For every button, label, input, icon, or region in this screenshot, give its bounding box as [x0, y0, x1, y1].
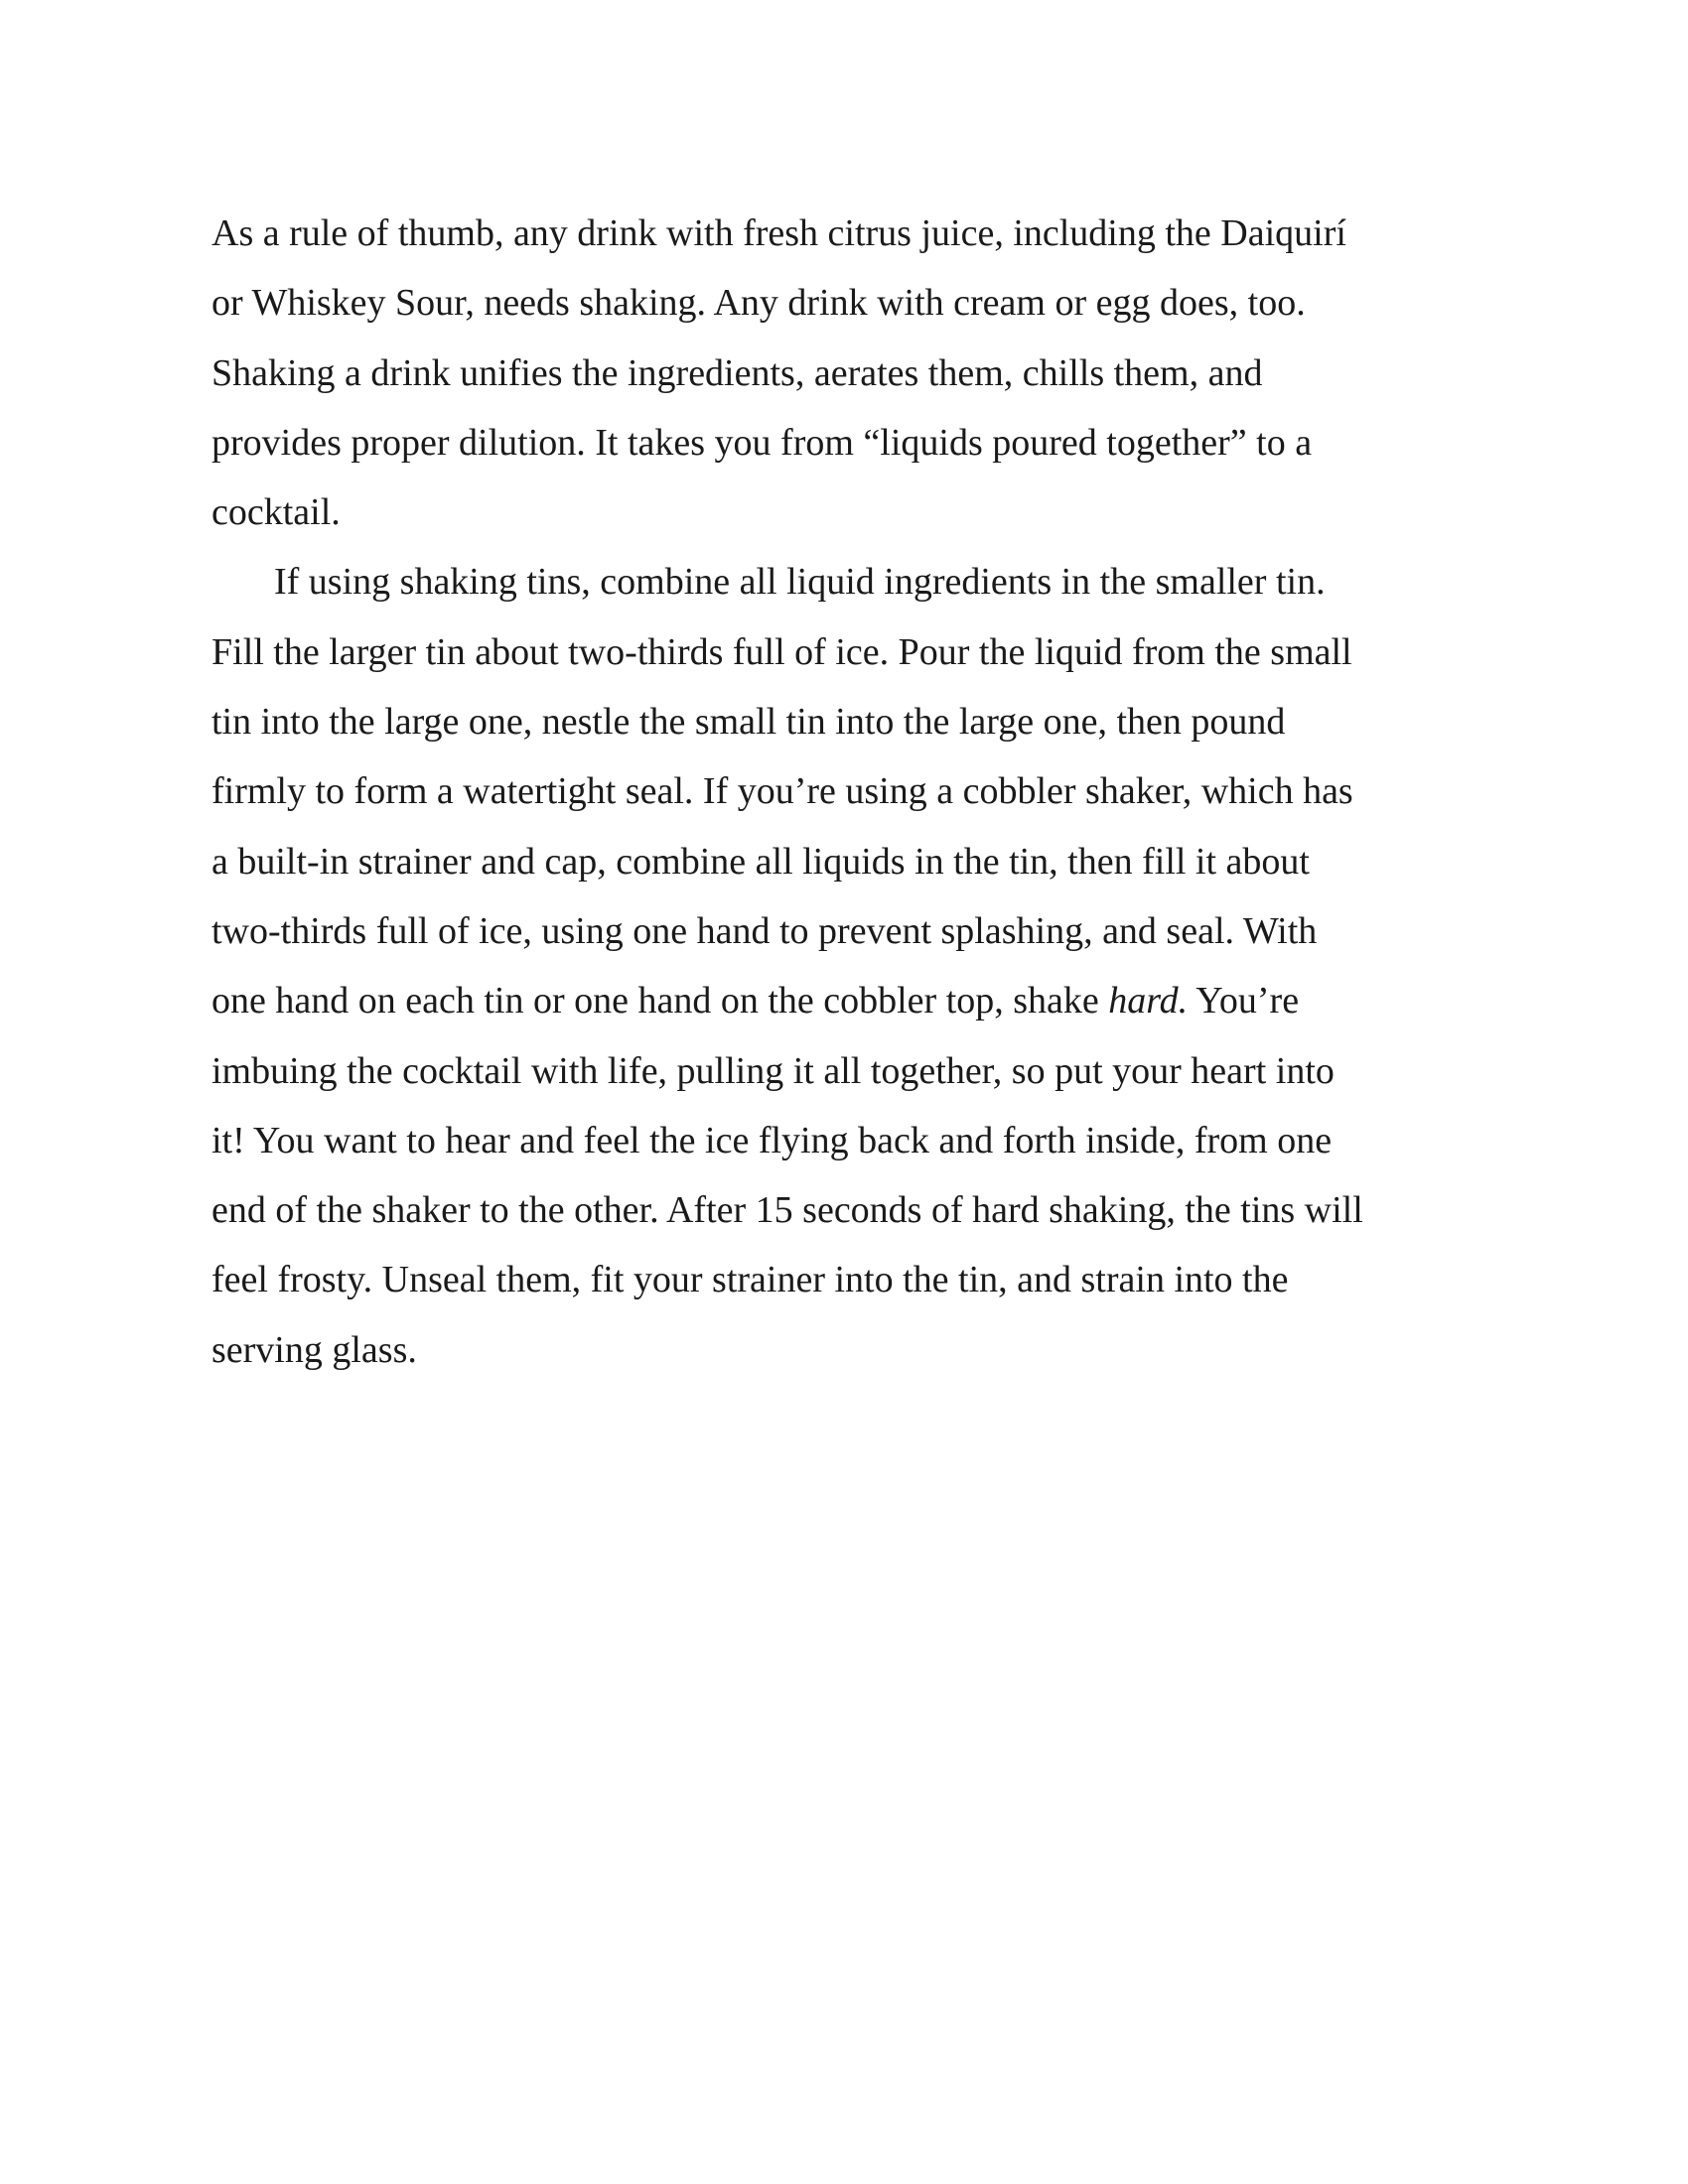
text-segment: You’re — [1188, 980, 1300, 1023]
text-segment: one hand on each tin or one hand on the cobbler top, shake — [211, 980, 1109, 1023]
text-line: provides proper dilution. It takes you from “liquids poured together” to a — [211, 421, 1313, 464]
text-line: firmly to form a watertight seal. If you’re using a cobbler shaker, which has — [211, 770, 1353, 813]
text-line: two-thirds full of ice, using one hand to prevent splashing, and seal. With — [211, 909, 1318, 952]
text-line: Fill the larger tin about two-thirds full of ice. Pour the liquid from the small — [211, 630, 1352, 673]
emphasized-word: hard. — [1108, 980, 1189, 1023]
text-line: tin into the large one, nestle the small tin into the large one, then pound — [211, 701, 1286, 744]
text-line: cocktail. — [211, 491, 341, 534]
text-line: As a rule of thumb, any drink with fresh citrus juice, including the Daiquirí — [211, 212, 1346, 254]
paragraph-2 — [211, 547, 1492, 1385]
text-line: feel frosty. Unseal them, fit your strainer into the tin, and strain into the — [211, 1259, 1289, 1301]
text-line-with-emphasis — [211, 966, 1492, 1035]
text-line: serving glass. — [211, 1328, 417, 1371]
text-line: a built-in strainer and cap, combine all liquids in the tin, then fill it about — [211, 840, 1310, 883]
body-text — [211, 199, 1492, 1385]
text-line: end of the shaker to the other. After 15 seconds of hard shaking, the tins will — [211, 1189, 1363, 1232]
text-line: or Whiskey Sour, needs shaking. Any drink with cream or egg does, too. — [211, 282, 1306, 325]
text-line: it! You want to hear and feel the ice flying back and forth inside, from one — [211, 1119, 1333, 1161]
text-line-indented: If using shaking tins, combine all liquid ingredients in the smaller tin. — [274, 561, 1326, 604]
text-line: imbuing the cocktail with life, pulling it all together, so put your heart into — [211, 1049, 1335, 1092]
paragraph-1 — [211, 199, 1492, 547]
text-line: Shaking a drink unifies the ingredients, aerates them, chills them, and — [211, 351, 1263, 394]
